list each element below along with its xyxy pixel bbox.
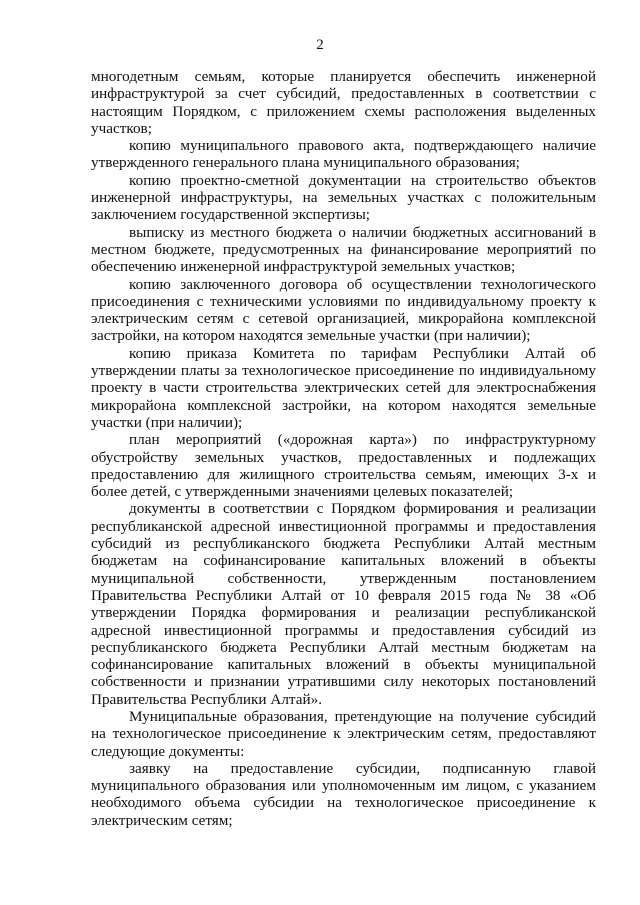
- paragraph-investment-program-documents: документы в соответствии с Порядком формирования и реализации республиканской адресной инвестиционной программы и предоставления субсидий из республиканского бюджета Республики Алтай местным бюджетам на софинансирование капитальных вложений в объекты муниципальной собственности, утвержденным постановлением Правительства Республики Алтай от 10 февраля 2015 года № 38 «Об утверждении Порядка формирования и реализации республиканской адресной инвестиционной программы и предоставления субсидий из республиканского бюджета Республики Алтай местным бюджетам на софинансирование капитальных вложений в объекты муниципальной собственности и признании утратившими силу некоторых постановлений Правительства Республики Алтай».: [91, 500, 596, 708]
- paragraph-design-documentation: копию проектно-сметной документации на строительство объектов инженерной инфраструктуры, на земельных участках с положительным заключением государственной экспертизы;: [91, 171, 596, 224]
- paragraph-budget-extract: выписку из местного бюджета о наличии бюджетных ассигнований в местном бюджете, предусмотренных на финансирование мероприятий по обеспечению инженерной инфраструктурой земельных участков;: [91, 223, 596, 276]
- paragraph-roadmap: план мероприятий («дорожная карта») по инфраструктурному обустройству земельных участков, предоставленных и подлежащих предоставлению для жилищного строительства семьям, имеющих 3-х и более детей, с утвержденными значениями целевых показателей;: [91, 431, 596, 501]
- document-body: [91, 68, 596, 829]
- paragraph-tariff-order: копию приказа Комитета по тарифам Республики Алтай об утверждении платы за технологическое присоединение по индивидуальному проекту в части строительства электрических сетей для электроснабжения микрорайона комплексной застройки, на котором находятся земельные участки (при наличии);: [91, 344, 596, 431]
- paragraph-continuation: многодетным семьям, которые планируется обеспечить инженерной инфраструктурой за счет субсидий, предоставленных в соответствии с настоящим Порядком, с приложением схемы расположения выделенных участков;: [91, 68, 596, 137]
- paragraph-subsidy-application: заявку на предоставление субсидии, подписанную главой муниципального образования или уполномоченным им лицом, с указанием необходимого объема субсидии на технологическое присоединение к электрическим сетям;: [91, 759, 596, 829]
- paragraph-planning-act-copy: копию муниципального правового акта, подтверждающего наличие утвержденного генерального плана муниципального образования;: [91, 137, 596, 172]
- page-number: 2: [316, 37, 324, 53]
- paragraph-municipal-applicants: Муниципальные образования, претендующие на получение субсидий на технологическое присоединение к электрическим сетям, предоставляют следующие документы:: [91, 707, 596, 760]
- paragraph-connection-contract: копию заключенного договора об осуществлении технологического присоединения с техническими условиями по индивидуальному проекту к электрическим сетям с сетевой организацией, микрорайона комплексной застройки, на котором находятся земельные участки (при наличии);: [91, 275, 596, 345]
